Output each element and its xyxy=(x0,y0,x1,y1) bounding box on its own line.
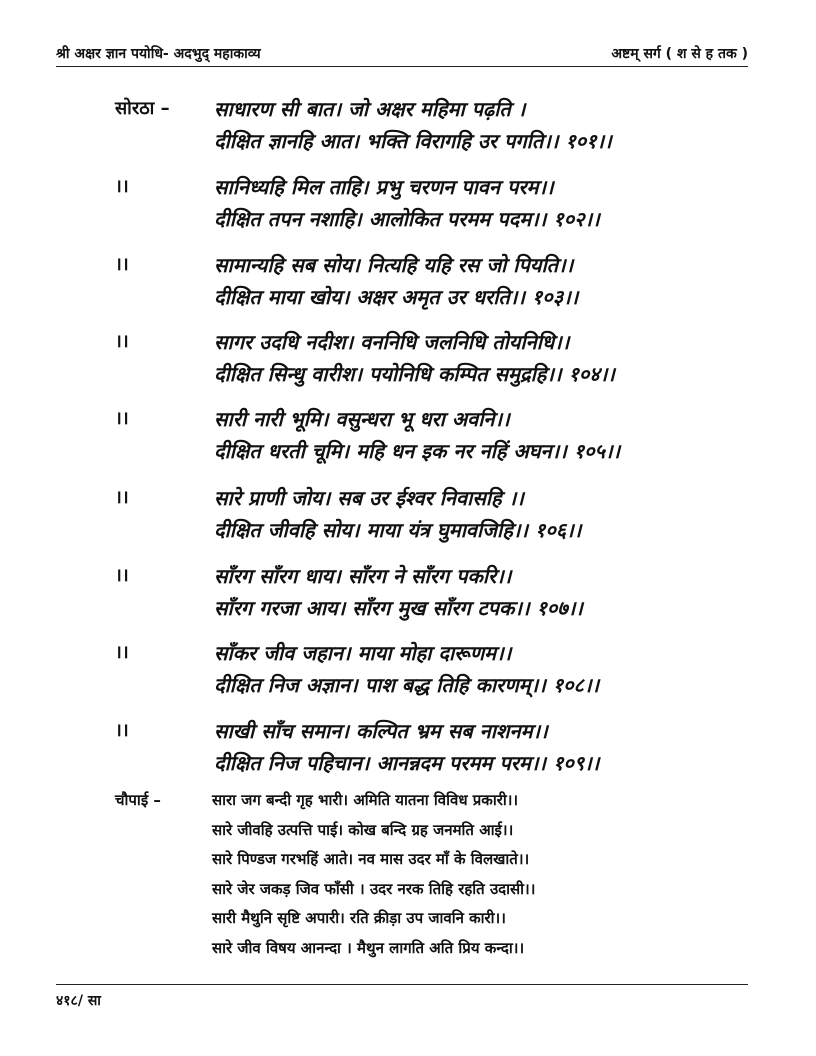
chaupai-label: चौपाई – xyxy=(115,791,161,809)
verse-line-1: सारी नारी भूमि। वसुन्धरा भू धरा अवनि।। xyxy=(214,407,510,431)
verse-mark: ।। xyxy=(115,565,129,586)
verse-mark: ।। xyxy=(115,176,129,197)
verse-mark: ।। xyxy=(115,642,129,663)
chaupai-line: सारे पिण्डज गरभहिं आते। नव मास उदर माँ के विलखाते।। xyxy=(212,850,530,868)
chaupai-line: सारा जग बन्दी गृह भारी। अमिति यातना विविध प्रकारी।। xyxy=(212,791,519,809)
verse-mark: ।। xyxy=(115,720,129,741)
verse-mark: ।। xyxy=(115,487,129,508)
chaupai-line: सारी मैथुनि सृष्टि अपारी। रति क्रीड़ा उप जावनि कारी।। xyxy=(212,909,506,927)
verse-line-2: दीक्षित निज अज्ञान। पाश बद्ध तिहि कारणम्।। १०८।। xyxy=(214,673,600,697)
verse-line-2: दीक्षित निज पहिचान। आनन्नदम परमम परम।। १०९।। xyxy=(214,751,600,775)
verse-line-2: दीक्षित सिन्धु वारीश। पयोनिधि कम्पित समुद्रहि।। १०४।। xyxy=(214,362,615,386)
chaupai-line: सारे जीवहि उत्पत्ति पाई। कोख बन्दि ग्रह जनमति आई।। xyxy=(212,820,514,839)
verse-line-2: दीक्षित धरती चूमि। महि धन इक नर नहिं अघन।। १०५।। xyxy=(214,439,621,463)
chaupai-lines xyxy=(212,786,535,963)
verse-line-1: साखी साँच समान। कल्पित भ्रम सब नाशनम।। xyxy=(214,719,548,743)
page-number: ४१८/ सा xyxy=(56,993,101,1009)
page-footer xyxy=(56,984,748,1009)
chapter-title: अष्टम् सर्ग ( श से ह तक ) xyxy=(611,46,748,62)
verse-line-2: दीक्षित तपन नशाहि। आलोकित परमम पदम।। १०२।। xyxy=(214,207,600,231)
verse-mark: ।। xyxy=(115,408,129,429)
verse-line-1: साँकर जीव जहान। माया मोहा दारूणम।। xyxy=(214,641,512,665)
verse-line-1: सारे प्राणी जोय। सब उर ईश्वर निवासहि ।। xyxy=(214,486,524,510)
verse-line-1: सागर उदधि नदीश। वननिधि जलनिधि तोयनिधि।। xyxy=(214,330,570,354)
verse-line-2: दीक्षित माया खोय। अक्षर अमृत उर धरति।। १०३।। xyxy=(214,285,579,309)
verse-line-2: दीक्षित ज्ञानहि आत। भक्ति विरागहि उर पगति।। १०१।। xyxy=(214,129,612,153)
verse-line-1: साँरग साँरग धाय। साँरग ने साँरग पकरि।। xyxy=(214,564,512,588)
verse-mark: सोरठा – xyxy=(115,98,170,119)
verse-mark: ।। xyxy=(115,331,129,352)
chaupai-line: सारे जीव विषय आनन्दा । मैथुन लागति अति प्रिय कन्दा।। xyxy=(212,938,525,957)
verse-line-1: सामान्यहि सब सोय। नित्यहि यहि रस जो पियति।। xyxy=(214,253,574,277)
verse-line-2: दीक्षित जीवहि सोय। माया यंत्र घुमावजिहि।। १०६।। xyxy=(214,518,582,542)
page-header xyxy=(56,40,748,67)
chaupai-line: सारे जेर जकड़ जिव फाँसी । उदर नरक तिहि रहति उदासी।। xyxy=(212,879,536,898)
verse-line-1: सानिध्यहि मिल ताहि। प्रभु चरणन पावन परम।। xyxy=(214,175,554,199)
verse-line-2: साँरग गरजा आय। साँरग मुख साँरग टपक।। १०७।। xyxy=(214,596,583,620)
book-title: श्री अक्षर ज्ञान पयोधि- अदभुद् महाकाव्य xyxy=(56,46,261,62)
verse-line-1: साधारण सी बात। जो अक्षर महिमा पढ़ति । xyxy=(214,97,526,121)
verse-mark: ।। xyxy=(115,254,129,275)
